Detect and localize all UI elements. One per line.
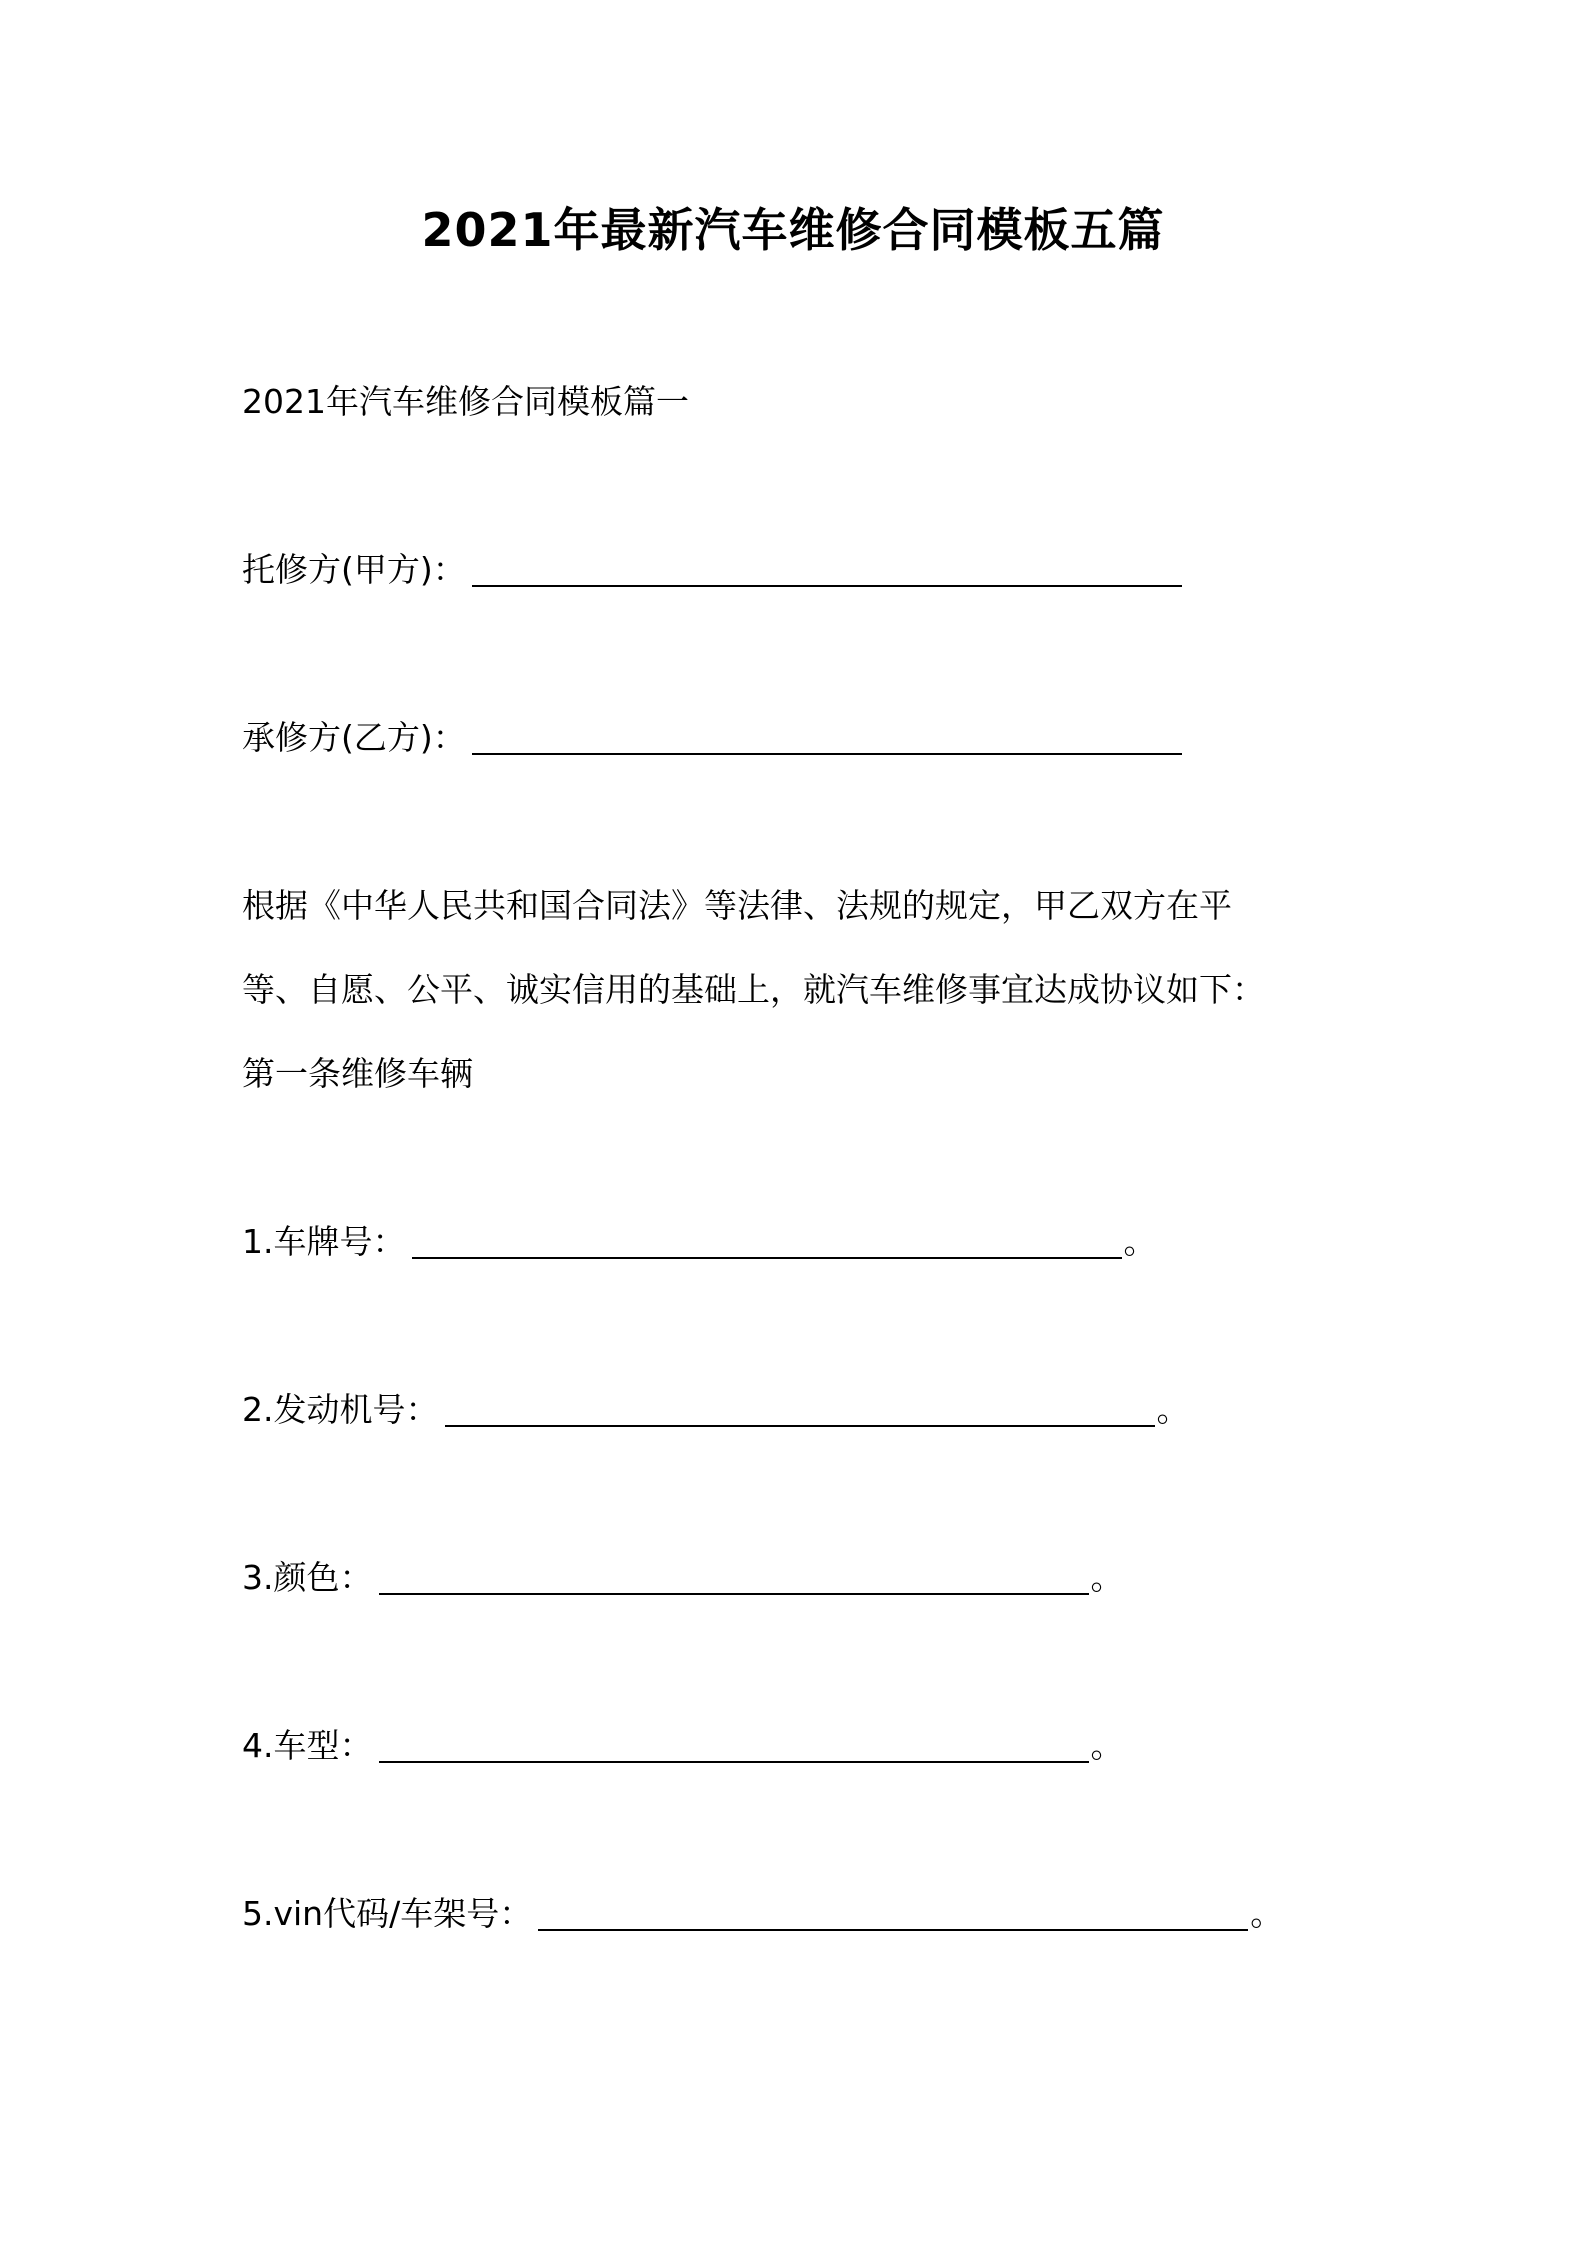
field-label: 1.车牌号： (242, 1222, 406, 1261)
field-license-plate (242, 1220, 1157, 1264)
field-label: 5.vin代码/车架号： (242, 1894, 533, 1933)
field-label: 4.车型： (242, 1726, 373, 1765)
field-label: 2.发动机号： (242, 1390, 439, 1429)
document-title: 2021年最新汽车维修合同模板五篇 (421, 203, 1165, 257)
field-label: 3.颜色： (242, 1558, 373, 1597)
field-color (242, 1556, 1124, 1600)
field-blank (379, 1593, 1089, 1595)
field-blank (538, 1929, 1248, 1931)
article-heading: 第一条维修车辆 (242, 1054, 473, 1093)
party-b-blank (472, 753, 1182, 755)
intro-paragraph (242, 884, 1372, 1052)
field-suffix: 。 (1123, 1222, 1157, 1261)
field-blank (379, 1761, 1089, 1763)
field-suffix: 。 (1250, 1894, 1284, 1933)
party-a-blank (472, 585, 1182, 587)
field-blank (445, 1425, 1155, 1427)
field-suffix: 。 (1090, 1558, 1124, 1597)
field-suffix: 。 (1156, 1390, 1190, 1429)
party-a-line (242, 548, 1182, 592)
field-engine-number (242, 1388, 1190, 1432)
intro-line: 根据《中华人民共和国合同法》等法律、法规的规定，甲乙双方在平 (242, 886, 1232, 925)
section-heading: 2021年汽车维修合同模板篇一 (242, 382, 689, 421)
party-a-label: 托修方(甲方)： (242, 550, 466, 589)
field-vehicle-model (242, 1724, 1124, 1768)
intro-line: 等、自愿、公平、诚实信用的基础上，就汽车维修事宜达成协议如下： (242, 970, 1265, 1009)
field-suffix: 。 (1090, 1726, 1124, 1765)
party-b-label: 承修方(乙方)： (242, 718, 466, 757)
field-vin (242, 1892, 1283, 1936)
field-blank (412, 1257, 1122, 1259)
party-b-line (242, 716, 1182, 760)
